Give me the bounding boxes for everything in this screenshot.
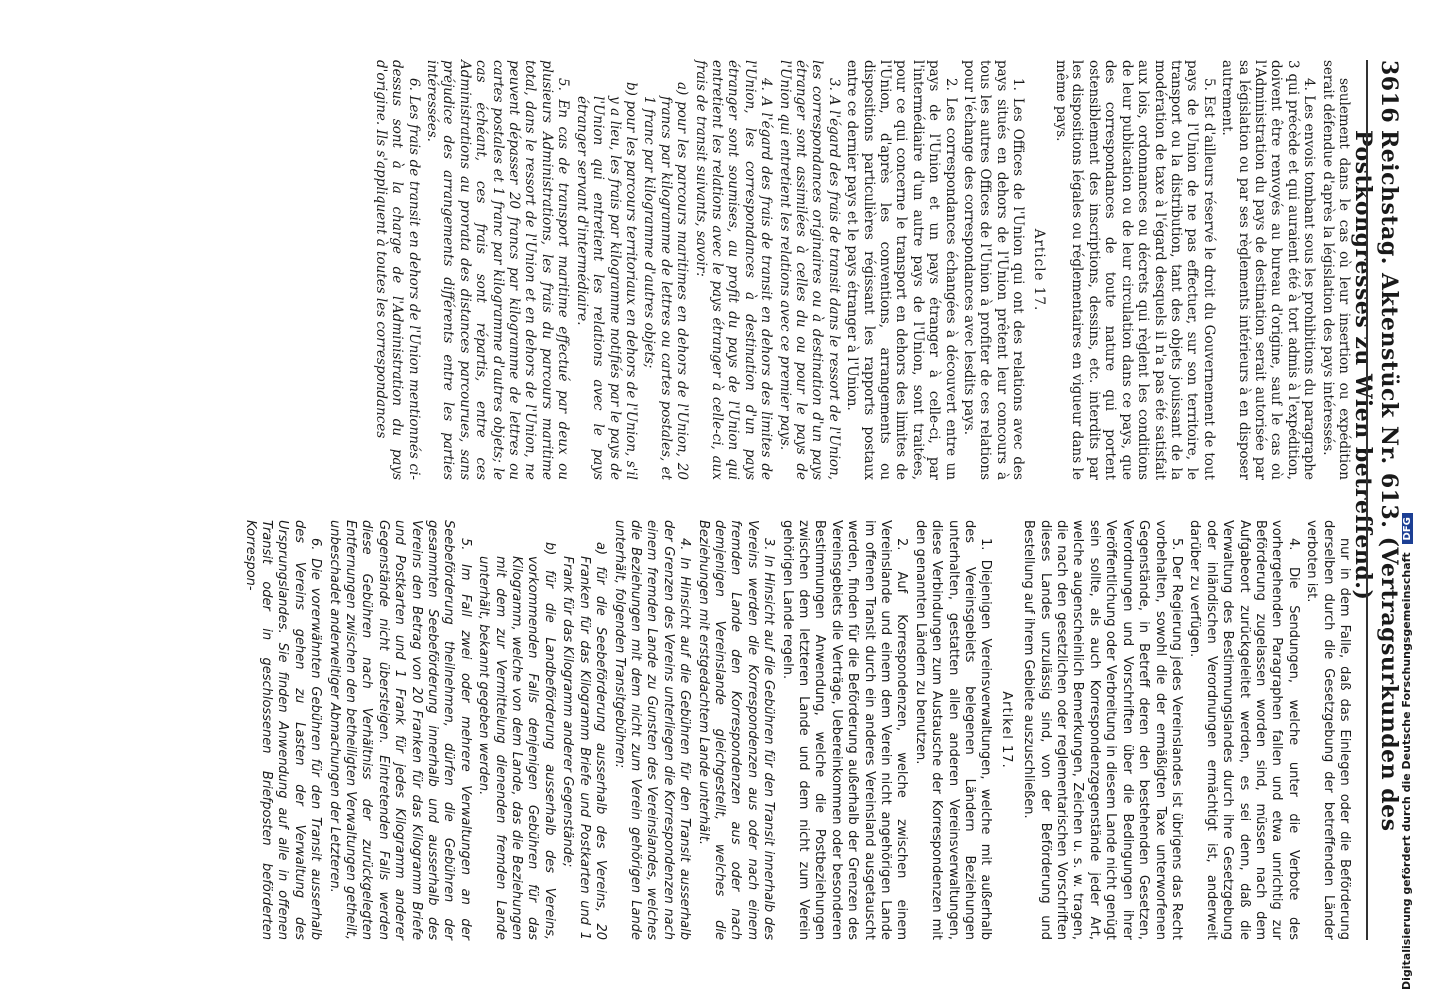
page-number: 3616	[1376, 60, 1402, 124]
french-paragraph: 5. Est d'ailleurs réservé le droit du Gouvernement de tout pays de l'Union de ne pas effectuer, sur son territoire, le transport ou la distribution, tant des objets jouissant de la modération de taxe à l'égard desquels il n'a pas été satisfait aux lois, ordonnances ou décrets qui règlent les conditions de leur publication ou de leur circulation dans ce pays, que des correspondances de toute nature qui portent ostensiblement des inscriptions, dessins, etc. interdits par les dispositions légales ou réglementaires en vigueur dans le même pays.	[1053, 60, 1217, 480]
german-paragraph: 5. Im Fall zwei oder mehrere Verwaltungen an der Seebeförderung theilnehmen, dürfen die Gebühren der gesammten Seebeförderung innerhalb und ausserhalb des Vereins den Betrag von 20 Franken für das Kilogramm Briefe und Postkarten und 1 Frank für jedes Kilogramm anderer Gegenstände nicht übersteigen. Eintretenden Falls werden diese Gebühren nach Verhältniss der zurückgelegten Entfernungen zwischen den betheiligten Verwaltungen getheilt, unbeschadet anderweitiger Abmachungen der Letzteren.	[326, 520, 473, 940]
german-list-item: b) für die Landbeförderung ausserhalb des Vereins, vorkommenden Falls denjenigen Gebühren für das Kilogramm, welche von dem Lande, das die Beziehungen mit dem zur Vermittelung dienenden fremden Lande unterhält, bekannt gegeben werden.	[476, 542, 557, 940]
german-column	[239, 520, 1352, 940]
german-list-item: a) für die Seebeförderung ausserhalb des Vereins, 20 Franken für das Kilogramm Briefe und Postkarten und 1 Frank für das Kilogramm anderer Gegenstände;	[560, 542, 609, 940]
german-paragraph: 4. Die Sendungen, welche unter die Verbote des vorhergehenden Paragraphen fallen und etwa unrichtig zur Beförderung zugelassen worden sind, müssen nach dem Aufgabeort zurückgeleitet werden, es sei denn, daß die Verwaltung des Bestimmungslandes durch ihre Gesetzgebung oder inländischen Verordnungen ermächtigt ist, anderweit darüber zu verfügen.	[1187, 520, 1301, 940]
header-rule	[1366, 60, 1368, 940]
page-header	[1350, 60, 1402, 940]
french-paragraph: seulement dans le cas où leur insertion ou expédition serait défendue d'après la législation des pays intéressés.	[1319, 60, 1352, 480]
german-paragraph: 6. Die vorerwähnten Gebühren für den Transit ausserhalb des Vereins gehen zu Lasten der Verwaltung des Ursprungslandes. Sie finden Anwendung auf alle in offenen Transit oder in geschlossenen Briefposten beförderten Korrespon-	[242, 520, 324, 940]
french-paragraph: 1. Les Offices de l'Union qui ont des relations avec des pays situés en dehors de l'Union prêtent leur concours à tous les autres Offices de l'Union à profiter de ces relations pour l'échange des correspondances avec lesdits pays.	[961, 60, 1027, 480]
french-article-heading: Article 17.	[1030, 228, 1047, 312]
german-paragraph: 5. Der Regierung jedes Vereinslandes ist übrigens das Recht vorbehalten, sowohl die der ermäßigten Taxe unterworfenen Gegenstände, in Betreff deren den bestehenden Gesetzen, Verordnungen und Vorschriften über die Bedingungen ihrer Veröffentlichung oder Verbreitung in diesem Lande nicht genügt sein sollte, als auch Korrespondenzgegenstände jeder Art, welche augenscheinlich Bemerkungen, Zeichen u. s. w. tragen, die nach den gesetzlichen oder reglementarischen Vorschriften dieses Landes unzulässig sind, von der Beförderung und Bestellung auf ihrem Gebiete auszuschließen.	[1021, 520, 1184, 940]
page-title: Reichstag. Aktenstück Nr. 613. (Vertragsurkunden des Postkongresses zu Wien betreffend.)	[1350, 130, 1402, 832]
french-paragraph: 5. En cas de transport maritime effectué par deux ou plusieurs Administrations, les frais du parcours maritime total, dans le ressort de l'Union et en dehors de l'Union, ne peuvent dépasser 20 francs par kilogramme de lettres ou cartes postales et 1 franc par kilogramme d'autres objets; le cas échéant, ces frais sont répartis, entre ces Administrations au prorata des distances parcourues, sans préjudice des arrangements différents entre les parties intéressées.	[424, 60, 572, 480]
german-article-heading: Artikel 17.	[998, 691, 1014, 769]
french-paragraph: 4. Les envois tombant sous les prohibitions du paragraphe 3 qui précède et qui auraient été à tort admis à l'expédition, doivent être renvoyés au bureau d'origine, sauf le cas où l'Administration du pays de destination serait autorisée par sa législation ou par ses règlements intérieurs à en disposer autrement.	[1219, 60, 1318, 480]
dfg-logo: DFG	[1402, 513, 1413, 544]
german-paragraph: 3. In Hinsicht auf die Gebühren für den Transit innerhalb des Vereins werden die Korrespondenzen aus oder nach einem fremden Lande den Korrespondenzen aus oder nach demjenigen Vereinslande gleichgestellt, welches die Beziehungen mit erstgedachtem Lande unterhält.	[695, 520, 777, 940]
german-paragraph: 2. Auf Korrespondenzen, welche zwischen einem Vereinslande und einem dem Verein nicht angehörigen Lande im offenen Transit durch ein anderes Vereinsland ausgetauscht werden, finden für die Beförderung außerhalb der Grenzen des Vereinsgebiets die Verträge, Uebereinkommen oder besonderen Bestimmungen Anwendung, welche die Postbeziehungen zwischen dem letzteren Lande und dem nicht zum Verein gehörigen Lande regeln.	[779, 520, 910, 940]
digitization-text: Digitalisierung gefördert durch die Deutsche Forschungsgemeinschaft	[1400, 552, 1413, 990]
digitization-footer	[1400, 513, 1413, 990]
french-column	[370, 60, 1352, 480]
french-paragraph: 6. Les frais de transit en dehors de l'Union mentionnés ci-dessus sont à la charge de l'Administration du pays d'origine. Ils s'appliquent à toutes les correspondances	[372, 60, 422, 480]
french-paragraph: 2. Les correspondances échangées à découvert entre un pays de l'Union et un pays étranger à celle-ci, par l'intermédiaire d'un autre pays de l'Union, sont traitées, pour ce qui concerne le transport en dehors des limites de l'Union, d'après les conventions, arrangements ou dispositions particulières régissant les rapports postaux entre ce dernier pays et le pays étranger à l'Union.	[844, 60, 959, 480]
french-list-item: b) pour les parcours territoriaux en dehors de l'Union, s'il y a lieu, les frais par kilogramme notifiés par le pays de l'Union qui entretient les relations avec le pays étranger servant d'intermédiaire.	[573, 82, 639, 480]
german-paragraph: 4. In Hinsicht auf die Gebühren für den Transit ausserhalb der Grenzen des Vereins unterliegen die Korrespondenzen nach einem fremden Lande zu Gunsten des Vereinslandes, welches die Beziehungen mit dem nicht zum Verein gehörigen Lande unterhält, folgenden Transitgebühren:	[611, 520, 693, 940]
french-paragraph: 3. A l'égard des frais de transit dans le ressort de l'Union, les correspondances originaires ou à destination d'un pays étranger sont assimilées à celles du ou pour le pays de l'Union qui entretient les relations avec ce premier pays.	[776, 60, 842, 480]
french-paragraph: 4. A l'égard des frais de transit en dehors des limites de l'Union, les correspondances à destination d'un pays étranger sont soumises, au profit du pays de l'Union qui entretient les relations avec le pays étranger à celle-ci, aux frais de transit suivants, savoir:	[692, 60, 775, 480]
french-list-item: a) pour les parcours maritimes en dehors de l'Union, 20 francs par kilogramme de lettres ou cartes postales, et 1 franc par kilogramme d'autres objets;	[641, 82, 691, 480]
german-paragraph: 1. Diejenigen Vereinsverwaltungen, welche mit außerhalb des Vereinsgebiets belegenen Ländern Beziehungen unterhalten, gestatten allen anderen Vereinsverwaltungen, diese Verbindungen zum Austausche der Korrespondenzen mit den genannten Ländern zu benutzen.	[912, 520, 994, 940]
german-paragraph: nur in dem Falle, daß das Einlegen oder die Beförderung derselben durch die Gesetzgebung der betreffenden Länder verboten ist.	[1304, 520, 1352, 940]
